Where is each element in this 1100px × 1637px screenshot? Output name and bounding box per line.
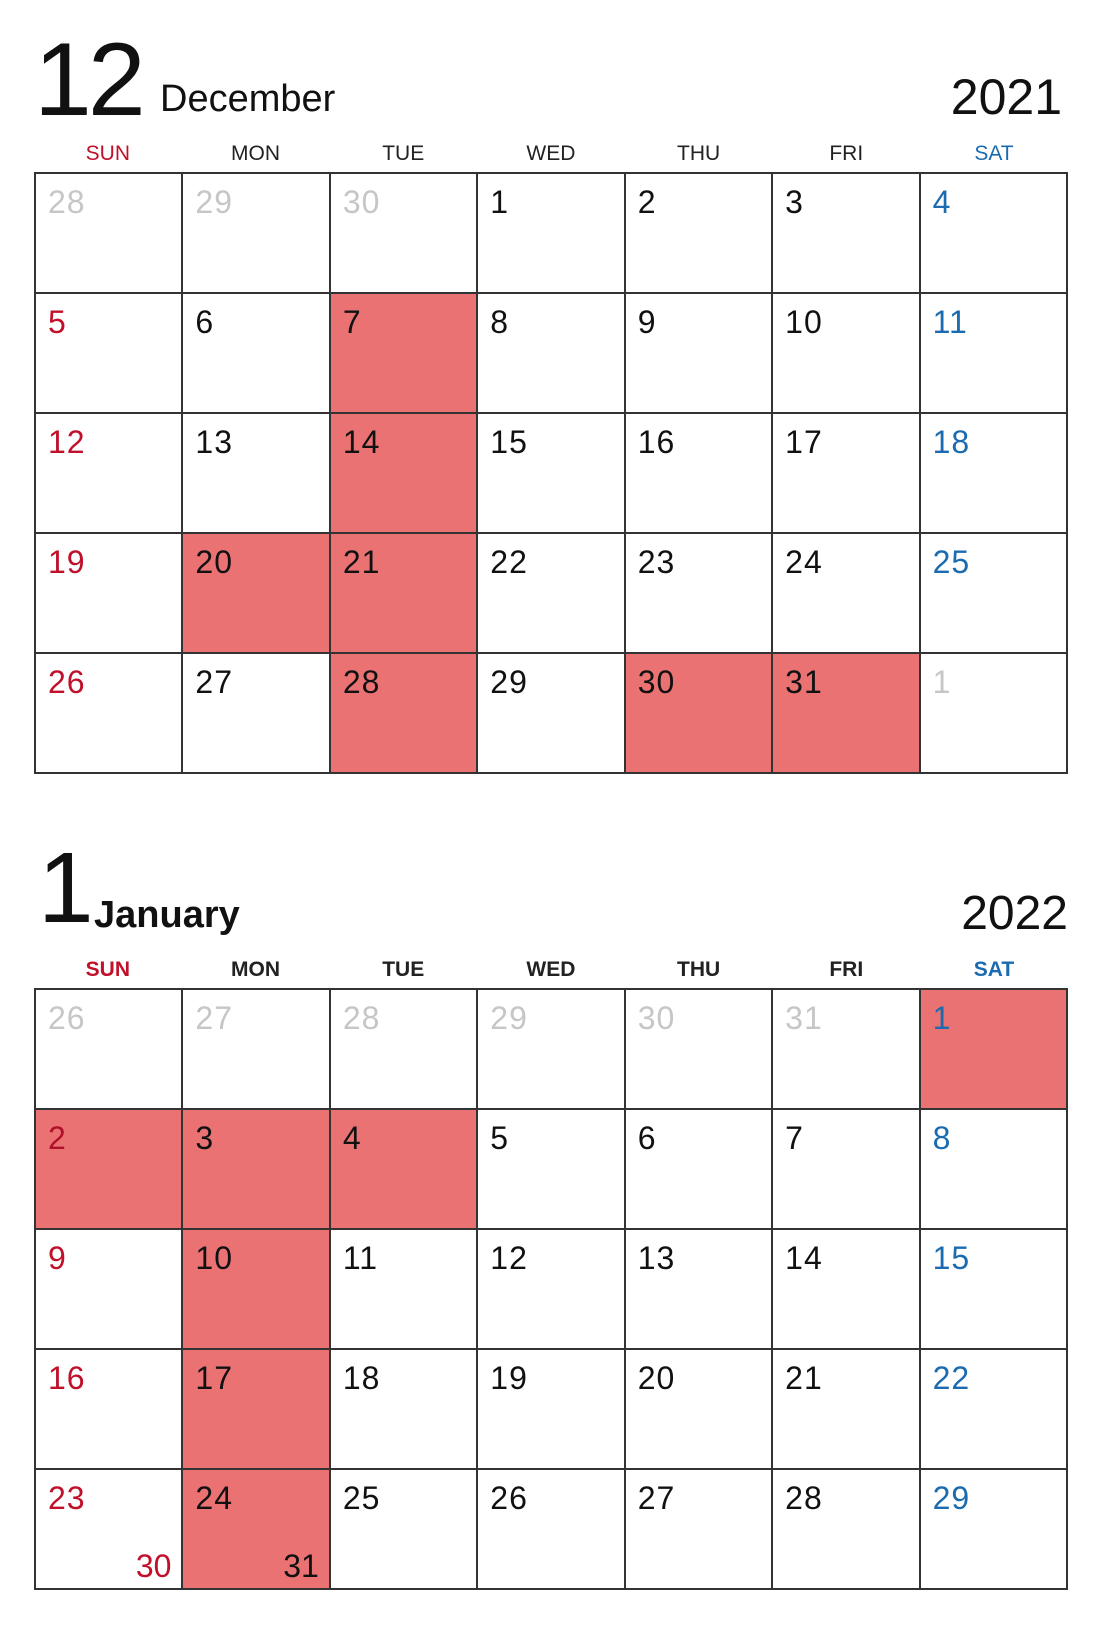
- day-number: 22: [932, 1360, 971, 1396]
- year-label: 2022: [961, 887, 1068, 940]
- day-number: 21: [342, 544, 381, 580]
- day-number: 29: [490, 1000, 528, 1036]
- day-cell[interactable]: [478, 1110, 625, 1230]
- day-number: 14: [785, 1240, 823, 1276]
- day-cell[interactable]: [626, 1470, 773, 1590]
- day-number: 17: [195, 1360, 234, 1396]
- weekday-tue: TUE: [382, 142, 425, 165]
- day-number: 4: [932, 184, 952, 220]
- day-number: 30: [637, 1000, 676, 1036]
- day-cell-highlighted[interactable]: [331, 534, 478, 654]
- day-number: 17: [785, 424, 823, 460]
- weekday-tue: TUE: [382, 958, 425, 981]
- day-number: 10: [785, 304, 823, 340]
- weekday-mon: MON: [231, 958, 281, 981]
- day-number: 16: [48, 1360, 86, 1396]
- calendar-january: [34, 832, 1068, 1590]
- day-cell[interactable]: [773, 1470, 920, 1590]
- day-cell[interactable]: [36, 534, 183, 654]
- day-number: 9: [637, 304, 657, 340]
- month-grid: [34, 988, 1068, 1590]
- day-number: 5: [48, 304, 67, 340]
- day-cell[interactable]: [921, 414, 1068, 534]
- day-cell[interactable]: [626, 414, 773, 534]
- month-number: 1: [38, 832, 90, 944]
- day-number: 31: [785, 1000, 823, 1036]
- day-cell[interactable]: [626, 1230, 773, 1350]
- weekday-thu: THU: [677, 958, 721, 981]
- day-number: 26: [490, 1480, 528, 1516]
- day-number: 2: [637, 184, 657, 220]
- day-number: 30: [637, 664, 676, 700]
- day-number: 13: [195, 424, 234, 460]
- day-number: 15: [932, 1240, 971, 1276]
- day-number: 1: [932, 664, 952, 700]
- weekday-sat: SAT: [973, 958, 1015, 981]
- day-cell-highlighted[interactable]: [331, 294, 478, 414]
- day-cell[interactable]: [626, 1350, 773, 1470]
- day-number: 29: [490, 664, 528, 700]
- day-number: 1: [932, 1000, 952, 1036]
- weekday-wed: WED: [526, 142, 576, 165]
- weekday-sun: SUN: [85, 142, 131, 165]
- day-number: 22: [490, 544, 528, 580]
- day-cell[interactable]: [921, 1470, 1068, 1590]
- day-number: 28: [48, 184, 86, 220]
- day-number: 20: [195, 544, 234, 580]
- day-cell[interactable]: [921, 1350, 1068, 1470]
- day-cell[interactable]: [921, 654, 1068, 774]
- day-number: 14: [342, 424, 381, 460]
- day-cell-highlighted[interactable]: [36, 1110, 183, 1230]
- day-number: 29: [195, 184, 234, 220]
- day-number: 28: [785, 1480, 823, 1516]
- day-number: 11: [342, 1240, 379, 1276]
- day-cell-highlighted[interactable]: [773, 654, 920, 774]
- day-cell[interactable]: [331, 1470, 478, 1590]
- month-number: 12: [34, 22, 142, 138]
- day-number: 9: [48, 1240, 67, 1276]
- day-cell[interactable]: [478, 1470, 625, 1590]
- day-cell[interactable]: [36, 414, 183, 534]
- day-number: 31: [785, 664, 823, 700]
- day-cell[interactable]: [36, 654, 183, 774]
- year-label: 2021: [950, 69, 1062, 125]
- calendar-header: [34, 832, 1068, 952]
- day-number: 11: [932, 304, 968, 340]
- day-number: 28: [342, 1000, 381, 1036]
- day-cell-highlighted[interactable]: [626, 654, 773, 774]
- day-cell-highlighted[interactable]: [331, 1110, 478, 1230]
- day-number: 2: [48, 1120, 67, 1156]
- day-number: 3: [785, 184, 804, 220]
- day-number: 27: [637, 1480, 676, 1516]
- day-cell[interactable]: [478, 414, 625, 534]
- day-number: 6: [637, 1120, 657, 1156]
- day-cell[interactable]: [626, 990, 773, 1110]
- day-cell-highlighted[interactable]: [921, 990, 1068, 1110]
- day-number: 8: [490, 304, 510, 340]
- day-number: 18: [342, 1360, 381, 1396]
- weekday-mon: MON: [231, 142, 281, 165]
- overflow-day-number: 30: [135, 1548, 172, 1584]
- day-number: 16: [637, 424, 676, 460]
- day-number: 20: [637, 1360, 676, 1396]
- overflow-day-number: 31: [283, 1548, 319, 1584]
- day-number: 18: [932, 424, 971, 460]
- day-number: 6: [195, 304, 215, 340]
- day-number: 3: [195, 1120, 215, 1156]
- day-cell[interactable]: [36, 990, 183, 1110]
- day-number: 15: [490, 424, 528, 460]
- day-cell[interactable]: [773, 1350, 920, 1470]
- day-cell[interactable]: [331, 990, 478, 1110]
- day-cell[interactable]: [921, 534, 1068, 654]
- day-cell[interactable]: [921, 1230, 1068, 1350]
- day-cell[interactable]: [773, 1110, 920, 1230]
- day-cell[interactable]: [478, 174, 625, 294]
- day-cell[interactable]: [36, 1470, 183, 1590]
- weekday-fri: FRI: [829, 142, 864, 165]
- day-cell-highlighted[interactable]: [183, 1470, 330, 1590]
- weekday-sun: SUN: [85, 958, 131, 981]
- day-number: 8: [932, 1120, 952, 1156]
- day-cell[interactable]: [183, 990, 330, 1110]
- month-name: January: [94, 894, 240, 936]
- day-number: 7: [785, 1120, 804, 1156]
- day-number: 26: [48, 664, 86, 700]
- day-number: 29: [932, 1480, 971, 1516]
- day-number: 23: [637, 544, 676, 580]
- day-number: 27: [195, 664, 234, 700]
- day-cell[interactable]: [626, 1110, 773, 1230]
- day-cell[interactable]: [36, 294, 183, 414]
- day-cell-highlighted[interactable]: [183, 1230, 330, 1350]
- day-cell[interactable]: [36, 1350, 183, 1470]
- day-cell[interactable]: [773, 294, 920, 414]
- day-cell-highlighted[interactable]: [183, 1350, 330, 1470]
- day-number: 19: [490, 1360, 528, 1396]
- weekday-sat: SAT: [974, 142, 1014, 165]
- day-cell[interactable]: [773, 174, 920, 294]
- day-cell[interactable]: [626, 174, 773, 294]
- day-cell[interactable]: [36, 174, 183, 294]
- day-number: 21: [785, 1360, 823, 1396]
- day-number: 12: [48, 424, 86, 460]
- day-number: 7: [342, 304, 362, 340]
- day-number: 1: [490, 184, 510, 220]
- day-number: 23: [48, 1480, 86, 1516]
- day-cell[interactable]: [921, 174, 1068, 294]
- day-cell-highlighted[interactable]: [331, 654, 478, 774]
- day-number: 4: [342, 1120, 362, 1156]
- day-cell[interactable]: [626, 534, 773, 654]
- day-number: 13: [637, 1240, 676, 1276]
- day-cell[interactable]: [478, 1350, 625, 1470]
- day-number: 5: [490, 1120, 510, 1156]
- day-cell[interactable]: [331, 174, 478, 294]
- weekday-wed: WED: [526, 958, 576, 981]
- day-cell-highlighted[interactable]: [183, 534, 330, 654]
- day-cell[interactable]: [331, 1350, 478, 1470]
- weekday-header: [34, 952, 1068, 988]
- day-cell[interactable]: [183, 294, 330, 414]
- weekday-fri: FRI: [829, 958, 864, 981]
- day-number: 25: [932, 544, 971, 580]
- day-cell[interactable]: [773, 1230, 920, 1350]
- day-cell[interactable]: [478, 990, 625, 1110]
- day-number: 28: [342, 664, 381, 700]
- day-number: 19: [48, 544, 86, 580]
- day-cell[interactable]: [331, 1230, 478, 1350]
- day-cell[interactable]: [626, 294, 773, 414]
- day-number: 26: [48, 1000, 86, 1036]
- calendar-header: [34, 24, 1068, 136]
- day-cell-highlighted[interactable]: [331, 414, 478, 534]
- day-number: 30: [342, 184, 381, 220]
- day-cell[interactable]: [36, 1230, 183, 1350]
- day-cell[interactable]: [183, 414, 330, 534]
- day-number: 10: [195, 1240, 234, 1276]
- month-grid: [34, 172, 1068, 774]
- day-number: 24: [785, 544, 823, 580]
- weekday-thu: THU: [677, 142, 721, 165]
- day-number: 27: [195, 1000, 234, 1036]
- day-cell[interactable]: [773, 990, 920, 1110]
- day-cell[interactable]: [773, 534, 920, 654]
- day-number: 24: [195, 1480, 234, 1516]
- day-cell[interactable]: [773, 414, 920, 534]
- day-cell[interactable]: [478, 534, 625, 654]
- day-cell[interactable]: [921, 1110, 1068, 1230]
- day-cell[interactable]: [478, 654, 625, 774]
- day-cell[interactable]: [183, 654, 330, 774]
- day-cell-highlighted[interactable]: [183, 1110, 330, 1230]
- day-number: 12: [490, 1240, 528, 1276]
- day-cell[interactable]: [478, 1230, 625, 1350]
- calendar-december: [34, 24, 1068, 774]
- day-number: 25: [342, 1480, 381, 1516]
- day-cell[interactable]: [183, 174, 330, 294]
- day-cell[interactable]: [921, 294, 1068, 414]
- weekday-header: [34, 136, 1068, 172]
- month-name: December: [160, 78, 336, 120]
- day-cell[interactable]: [478, 294, 625, 414]
